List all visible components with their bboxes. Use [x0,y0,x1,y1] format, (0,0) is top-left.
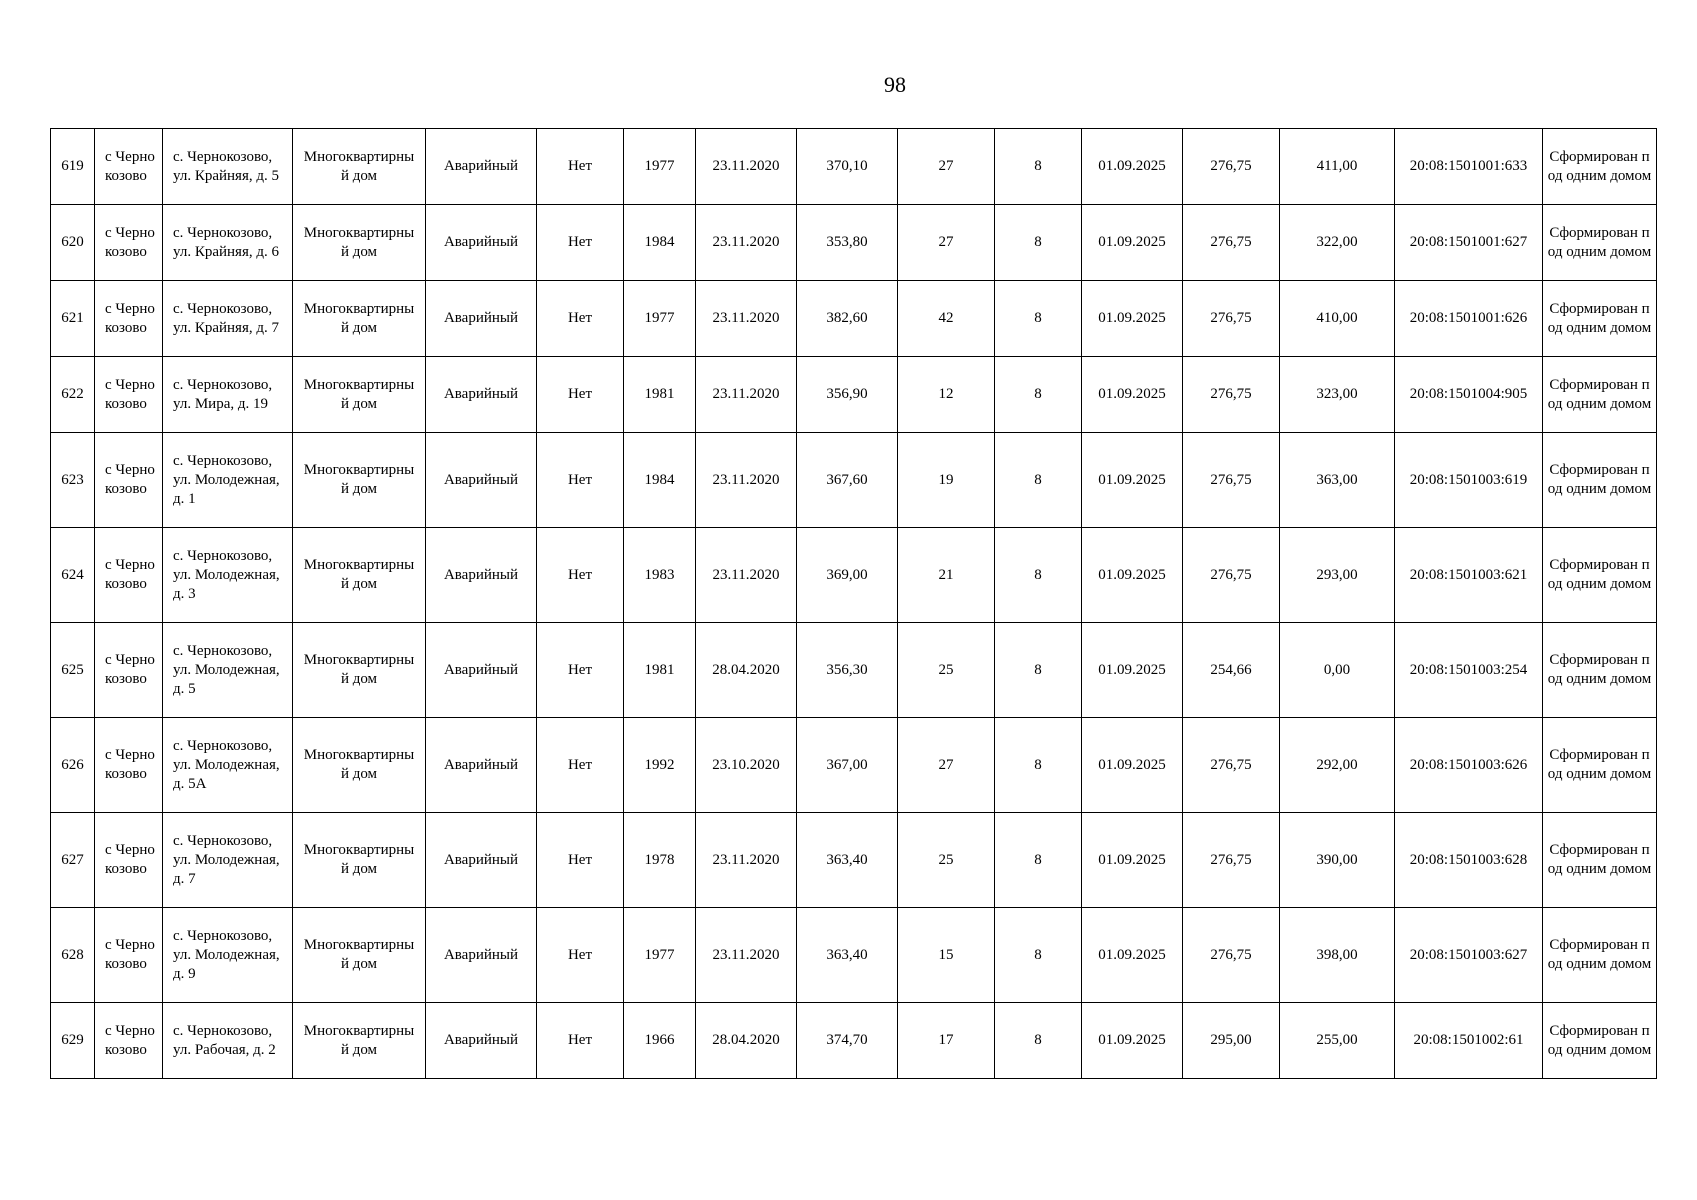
year-built-cell: 1983 [624,528,696,623]
residents-cell: 27 [898,205,995,281]
settlement-cell: с Чернокозово [95,908,163,1003]
flag-cell: Нет [537,129,624,205]
settlement-cell: с Чернокозово [95,1003,163,1079]
area-cell: 363,40 [797,813,898,908]
recognition-date-cell: 28.04.2020 [696,1003,797,1079]
amount-a-cell: 276,75 [1183,357,1280,433]
value-cell: 8 [995,623,1082,718]
address-cell: с. Чернокозово, ул. Крайняя, д. 7 [163,281,293,357]
building-type-cell: Многоквартирный дом [293,281,426,357]
status-cell: Аварийный [426,908,537,1003]
address-cell: с. Чернокозово, ул. Молодежная, д. 5 [163,623,293,718]
cadastral-number-cell: 20:08:1501001:627 [1395,205,1543,281]
recognition-date-cell: 23.11.2020 [696,357,797,433]
table-row [51,129,1657,205]
amount-b-cell: 323,00 [1280,357,1395,433]
status-cell: Аварийный [426,718,537,813]
building-type-cell: Многоквартирный дом [293,1003,426,1079]
recognition-date-cell: 23.11.2020 [696,433,797,528]
amount-b-cell: 411,00 [1280,129,1395,205]
status-cell: Аварийный [426,623,537,718]
planned-date-cell: 01.09.2025 [1082,281,1183,357]
note-cell: Сформирован под одним домом [1543,623,1657,718]
status-cell: Аварийный [426,528,537,623]
amount-b-cell: 410,00 [1280,281,1395,357]
note-cell: Сформирован под одним домом [1543,813,1657,908]
residents-cell: 27 [898,129,995,205]
year-built-cell: 1977 [624,281,696,357]
building-type-cell: Многоквартирный дом [293,129,426,205]
settlement-cell: с Чернокозово [95,357,163,433]
amount-b-cell: 322,00 [1280,205,1395,281]
area-cell: 382,60 [797,281,898,357]
amount-a-cell: 276,75 [1183,908,1280,1003]
area-cell: 356,30 [797,623,898,718]
amount-a-cell: 295,00 [1183,1003,1280,1079]
residents-cell: 42 [898,281,995,357]
table-row [51,623,1657,718]
recognition-date-cell: 23.10.2020 [696,718,797,813]
address-cell: с. Чернокозово, ул. Молодежная, д. 9 [163,908,293,1003]
year-built-cell: 1984 [624,433,696,528]
area-cell: 363,40 [797,908,898,1003]
table-row [51,908,1657,1003]
note-cell: Сформирован под одним домом [1543,281,1657,357]
building-type-cell: Многоквартирный дом [293,205,426,281]
cadastral-number-cell: 20:08:1501001:626 [1395,281,1543,357]
value-cell: 8 [995,718,1082,813]
status-cell: Аварийный [426,1003,537,1079]
value-cell: 8 [995,129,1082,205]
status-cell: Аварийный [426,205,537,281]
row-number-cell: 625 [51,623,95,718]
flag-cell: Нет [537,813,624,908]
row-number-cell: 626 [51,718,95,813]
cadastral-number-cell: 20:08:1501003:621 [1395,528,1543,623]
address-cell: с. Чернокозово, ул. Молодежная, д. 7 [163,813,293,908]
amount-a-cell: 276,75 [1183,718,1280,813]
address-cell: с. Чернокозово, ул. Мира, д. 19 [163,357,293,433]
year-built-cell: 1981 [624,623,696,718]
status-cell: Аварийный [426,281,537,357]
residents-cell: 12 [898,357,995,433]
amount-b-cell: 292,00 [1280,718,1395,813]
amount-b-cell: 390,00 [1280,813,1395,908]
value-cell: 8 [995,281,1082,357]
area-cell: 374,70 [797,1003,898,1079]
value-cell: 8 [995,357,1082,433]
row-number-cell: 621 [51,281,95,357]
cadastral-number-cell: 20:08:1501003:619 [1395,433,1543,528]
status-cell: Аварийный [426,813,537,908]
recognition-date-cell: 23.11.2020 [696,908,797,1003]
cadastral-number-cell: 20:08:1501003:627 [1395,908,1543,1003]
residents-cell: 27 [898,718,995,813]
building-type-cell: Многоквартирный дом [293,528,426,623]
amount-b-cell: 255,00 [1280,1003,1395,1079]
settlement-cell: с Чернокозово [95,623,163,718]
table-row [51,813,1657,908]
table-row [51,357,1657,433]
year-built-cell: 1992 [624,718,696,813]
building-type-cell: Многоквартирный дом [293,813,426,908]
status-cell: Аварийный [426,433,537,528]
flag-cell: Нет [537,623,624,718]
area-cell: 353,80 [797,205,898,281]
area-cell: 369,00 [797,528,898,623]
amount-a-cell: 276,75 [1183,281,1280,357]
row-number-cell: 620 [51,205,95,281]
settlement-cell: с Чернокозово [95,433,163,528]
amount-b-cell: 293,00 [1280,528,1395,623]
row-number-cell: 629 [51,1003,95,1079]
residents-cell: 25 [898,813,995,908]
page-number: 98 [884,72,906,97]
building-type-cell: Многоквартирный дом [293,357,426,433]
recognition-date-cell: 28.04.2020 [696,623,797,718]
table-row [51,718,1657,813]
recognition-date-cell: 23.11.2020 [696,813,797,908]
flag-cell: Нет [537,281,624,357]
residents-cell: 25 [898,623,995,718]
planned-date-cell: 01.09.2025 [1082,1003,1183,1079]
address-cell: с. Чернокозово, ул. Молодежная, д. 5А [163,718,293,813]
area-cell: 367,00 [797,718,898,813]
value-cell: 8 [995,1003,1082,1079]
planned-date-cell: 01.09.2025 [1082,357,1183,433]
residents-cell: 19 [898,433,995,528]
settlement-cell: с Чернокозово [95,129,163,205]
table-row [51,1003,1657,1079]
value-cell: 8 [995,813,1082,908]
row-number-cell: 622 [51,357,95,433]
amount-a-cell: 276,75 [1183,813,1280,908]
table-row [51,528,1657,623]
value-cell: 8 [995,205,1082,281]
planned-date-cell: 01.09.2025 [1082,205,1183,281]
address-cell: с. Чернокозово, ул. Крайняя, д. 5 [163,129,293,205]
value-cell: 8 [995,908,1082,1003]
residents-cell: 15 [898,908,995,1003]
cadastral-number-cell: 20:08:1501001:633 [1395,129,1543,205]
residents-cell: 21 [898,528,995,623]
note-cell: Сформирован под одним домом [1543,528,1657,623]
year-built-cell: 1984 [624,205,696,281]
address-cell: с. Чернокозово, ул. Молодежная, д. 1 [163,433,293,528]
value-cell: 8 [995,433,1082,528]
planned-date-cell: 01.09.2025 [1082,129,1183,205]
flag-cell: Нет [537,205,624,281]
address-cell: с. Чернокозово, ул. Крайняя, д. 6 [163,205,293,281]
flag-cell: Нет [537,1003,624,1079]
flag-cell: Нет [537,718,624,813]
area-cell: 367,60 [797,433,898,528]
table-row [51,205,1657,281]
note-cell: Сформирован под одним домом [1543,1003,1657,1079]
area-cell: 370,10 [797,129,898,205]
residents-cell: 17 [898,1003,995,1079]
row-number-cell: 619 [51,129,95,205]
year-built-cell: 1977 [624,908,696,1003]
planned-date-cell: 01.09.2025 [1082,718,1183,813]
year-built-cell: 1981 [624,357,696,433]
building-type-cell: Многоквартирный дом [293,623,426,718]
table-body [51,129,1657,1079]
planned-date-cell: 01.09.2025 [1082,433,1183,528]
recognition-date-cell: 23.11.2020 [696,129,797,205]
value-cell: 8 [995,528,1082,623]
note-cell: Сформирован под одним домом [1543,357,1657,433]
amount-b-cell: 398,00 [1280,908,1395,1003]
note-cell: Сформирован под одним домом [1543,908,1657,1003]
status-cell: Аварийный [426,129,537,205]
cadastral-number-cell: 20:08:1501003:628 [1395,813,1543,908]
planned-date-cell: 01.09.2025 [1082,623,1183,718]
amount-a-cell: 276,75 [1183,205,1280,281]
amount-a-cell: 276,75 [1183,433,1280,528]
building-type-cell: Многоквартирный дом [293,908,426,1003]
recognition-date-cell: 23.11.2020 [696,205,797,281]
amount-b-cell: 363,00 [1280,433,1395,528]
cadastral-number-cell: 20:08:1501004:905 [1395,357,1543,433]
table-row [51,281,1657,357]
recognition-date-cell: 23.11.2020 [696,528,797,623]
year-built-cell: 1966 [624,1003,696,1079]
planned-date-cell: 01.09.2025 [1082,528,1183,623]
note-cell: Сформирован под одним домом [1543,718,1657,813]
area-cell: 356,90 [797,357,898,433]
table-row [51,433,1657,528]
address-cell: с. Чернокозово, ул. Молодежная, д. 3 [163,528,293,623]
row-number-cell: 623 [51,433,95,528]
recognition-date-cell: 23.11.2020 [696,281,797,357]
amount-a-cell: 254,66 [1183,623,1280,718]
year-built-cell: 1977 [624,129,696,205]
row-number-cell: 628 [51,908,95,1003]
note-cell: Сформирован под одним домом [1543,129,1657,205]
note-cell: Сформирован под одним домом [1543,205,1657,281]
row-number-cell: 624 [51,528,95,623]
address-cell: с. Чернокозово, ул. Рабочая, д. 2 [163,1003,293,1079]
cadastral-number-cell: 20:08:1501003:254 [1395,623,1543,718]
flag-cell: Нет [537,357,624,433]
amount-a-cell: 276,75 [1183,528,1280,623]
settlement-cell: с Чернокозово [95,813,163,908]
settlement-cell: с Чернокозово [95,528,163,623]
building-type-cell: Многоквартирный дом [293,433,426,528]
amount-b-cell: 0,00 [1280,623,1395,718]
flag-cell: Нет [537,433,624,528]
planned-date-cell: 01.09.2025 [1082,908,1183,1003]
housing-registry-table [50,128,1657,1079]
settlement-cell: с Чернокозово [95,205,163,281]
settlement-cell: с Чернокозово [95,281,163,357]
amount-a-cell: 276,75 [1183,129,1280,205]
year-built-cell: 1978 [624,813,696,908]
status-cell: Аварийный [426,357,537,433]
building-type-cell: Многоквартирный дом [293,718,426,813]
settlement-cell: с Чернокозово [95,718,163,813]
cadastral-number-cell: 20:08:1501003:626 [1395,718,1543,813]
note-cell: Сформирован под одним домом [1543,433,1657,528]
flag-cell: Нет [537,908,624,1003]
cadastral-number-cell: 20:08:1501002:61 [1395,1003,1543,1079]
flag-cell: Нет [537,528,624,623]
planned-date-cell: 01.09.2025 [1082,813,1183,908]
row-number-cell: 627 [51,813,95,908]
